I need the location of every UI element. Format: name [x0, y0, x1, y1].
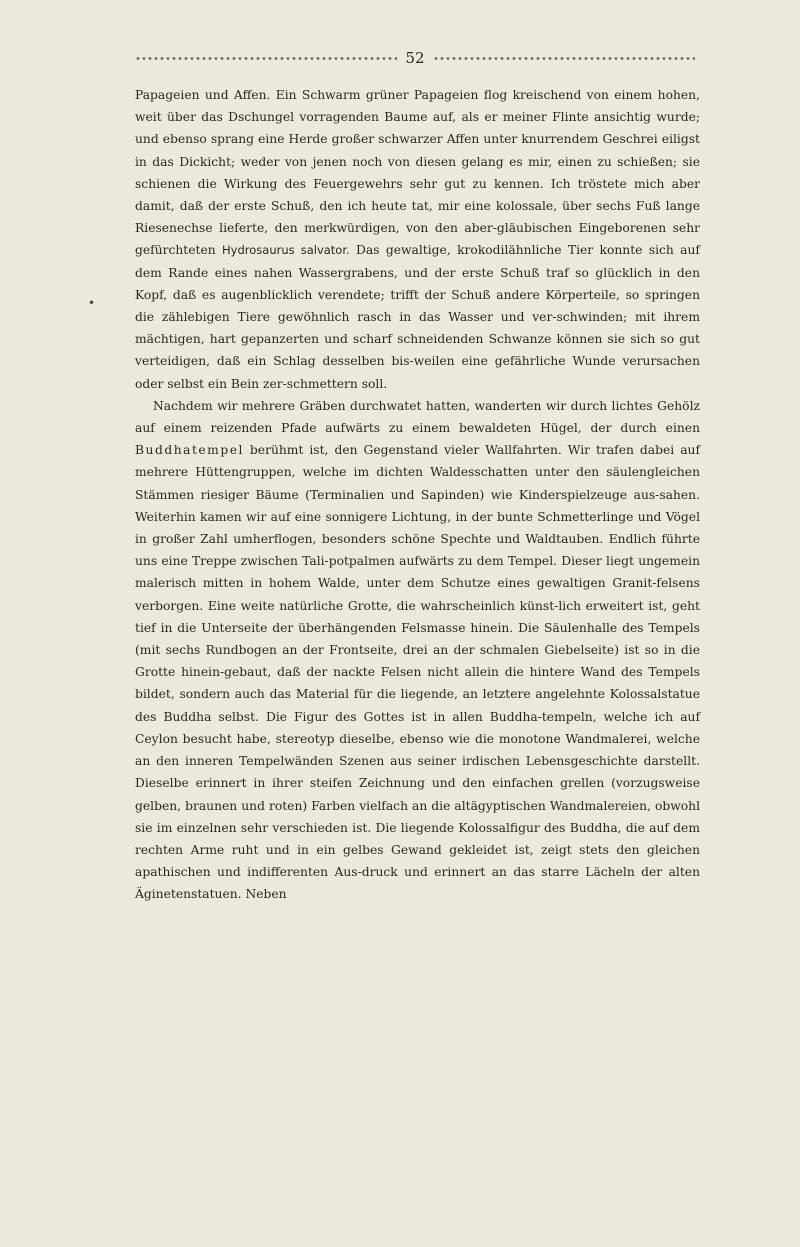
page-body	[135, 84, 700, 906]
latin-species-name: Hydrosaurus salvator.	[222, 243, 350, 258]
margin-mark-icon: •	[88, 296, 96, 310]
paragraph-text: berühmt ist, den Gegenstand vieler Wallfahrten. Wir trafen dabei auf mehrere Hüttengruppen, welche im dichten Waldesschatten unter den säulengleichen Stämmen riesiger Bäume (Terminalien und Sapinden) wie Kinderspielzeuge aus-sahen. Weiterhin kamen wir auf eine sonnigere Lichtung, in der bunte Schmetterlinge und Vögel in großer Zahl umherflogen, besonders schöne Spechte und Waldtauben. Endlich führte uns eine Treppe zwischen Tali-potpalmen aufwärts zu dem Tempel. Dieser liegt ungemein malerisch mitten in hohem Walde, unter dem Schutze eines gewaltigen Granit-felsens verborgen. Eine weite natürliche Grotte, die wahrscheinlich künst-lich erweitert ist, geht tief in die Unterseite der überhängenden Felsmasse hinein. Die Säulenhalle des Tempels (mit sechs Rundbogen an der Frontseite, drei an der schmalen Giebelseite) ist so in die Grotte hinein-gebaut, daß der nackte Felsen nicht allein die hintere Wand des Tempels bildet, sondern auch das Material für die liegende, an letztere angelehnte Kolossalstatue des Buddha selbst. Die Figur des Gottes ist in allen Buddha-tempeln, welche ich auf Ceylon besucht habe, stereotyp dieselbe, ebenso wie die monotone Wandmalerei, welche an den inneren Tempelwänden Szenen aus seiner irdischen Lebensgeschichte darstellt. Dieselbe erinnert in ihrer steifen Zeichnung und den einfachen grellen (vorzugsweise gelben, braunen und roten) Farben vielfach an die altägyptischen Wandmalereien, obwohl sie im einzelnen sehr verschieden ist. Die liegende Kolossalfigur des Buddha, die auf dem rechten Arme ruht und in ein gelbes Gewand gekleidet ist, zeigt stets den gleichen apathischen und indifferenten Aus-druck und erinnert an das starre Lächeln der alten Äginetenstatuen. Neben	[135, 443, 700, 902]
page-header	[135, 48, 695, 68]
paragraph-text: Nachdem wir mehrere Gräben durchwatet hatten, wanderten wir durch lichtes Gehölz auf einem reizenden Pfade aufwärts zu einem bewaldeten Hügel, der durch einen	[135, 398, 700, 436]
paragraph-text: Das gewaltige, krokodilähnliche Tier konnte sich auf dem Rande eines nahen Wassergrabens, und der erste Schuß traf so glücklich in den Kopf, daß es augenblicklich verendete; trifft der Schuß andere Körperteile, so springen die zählebigen Tiere gewöhnlich rasch in das Wasser und ver-schwinden; mit ihrem mächtigen, hart gepanzerten und scharf schneidenden Schwanze können sie sich so gut verteidigen, daß ein Schlag desselben bis-weilen eine gefährliche Wunde verursachen oder selbst ein Bein zer-schmettern soll.	[135, 243, 700, 391]
paragraph	[135, 395, 700, 906]
header-ornament-left	[135, 54, 397, 63]
page-number: 52	[405, 49, 425, 67]
header-ornament-right	[433, 54, 695, 63]
paragraph-text: Papageien und Affen. Ein Schwarm grüner Papageien flog kreischend von einem hohen, weit über das Dschungel vorragenden Baume auf, als er meiner Flinte ansichtig wurde; und ebenso sprang eine Herde großer schwarzer Affen unter knurrendem Geschrei eiligst in das Dickicht; weder von jenen noch von diesen gelang es mir, einen zu schießen; sie schienen die Wirkung des Feuergewehrs sehr gut zu kennen. Ich tröstete mich aber damit, daß der erste Schuß, den ich heute tat, mir eine kolossale, über sechs Fuß lange Riesenechse lieferte, den merkwürdigen, von den aber-gläubischen Eingeborenen sehr gefürchteten	[135, 88, 700, 258]
paragraph	[135, 84, 700, 395]
emphasized-term: Buddhatempel	[135, 443, 244, 458]
